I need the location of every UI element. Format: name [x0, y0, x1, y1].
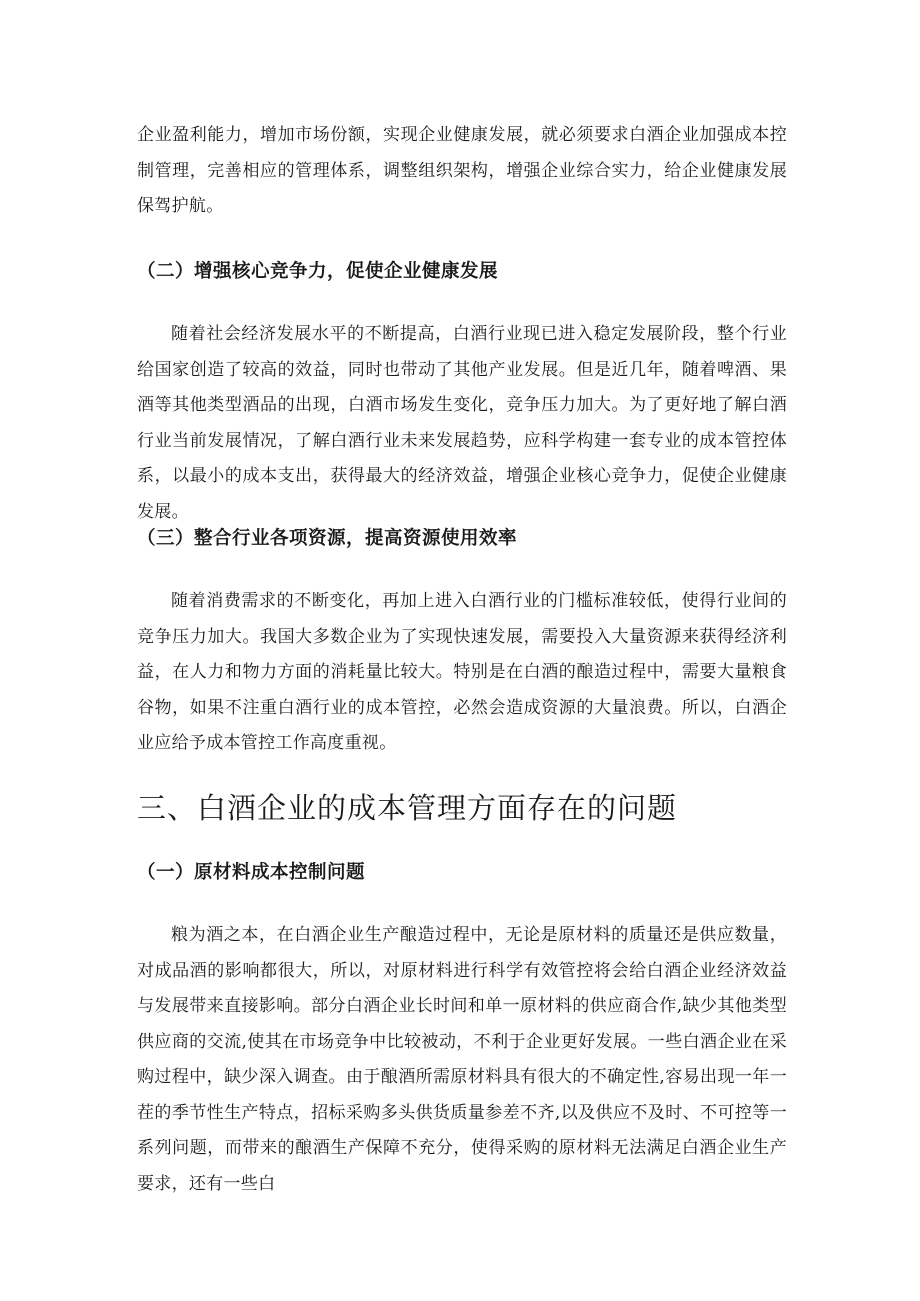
section-heading-core-competitiveness: （二）增强核心竞争力，促使企业健康发展 [137, 261, 499, 282]
paragraph-profitability: 企业盈利能力，增加市场份额，实现企业健康发展，就必须要求白酒企业加强成本控制管理，完善相应的管理体系，调整组织架构，增强企业综合实力，给企业健康发展保驾护航。 [137, 125, 787, 216]
paragraph-resource-integration: 随着消费需求的不断变化，再加上进入白酒行业的门槛标准较低，使得行业间的竞争压力加大。我国大多数企业为了实现快速发展，需要投入大量资源来获得经济利益，在人力和物力方面的消耗量比较大。特别是在白酒的酿造过程中，需要大量粮食谷物，如果不注重白酒行业的成本管控，必然会造成资源的大量浪费。所以，白酒企业应给予成本管控工作高度重视。 [137, 591, 787, 753]
section-heading-resource-integration: （三）整合行业各项资源，提高资源使用效率 [137, 528, 518, 549]
chapter-heading-cost-management-problems: 三、白酒企业的成本管理方面存在的问题 [137, 791, 678, 825]
paragraph-raw-material-cost: 粮为酒之本，在白酒企业生产酿造过程中，无论是原材料的质量还是供应数量，对成品酒的影响都很大，所以，对原材料进行科学有效管控将会给白酒企业经济效益与发展带来直接影响。部分白酒企业长时间和单一原材料的供应商合作,缺少其他类型供应商的交流,使其在市场竞争中比较被动，不利于企业更好发展。一些白酒企业在采购过程中，缺少深入调查。由于酿酒所需原材料具有很大的不确定性,容易出现一年一茬的季节性生产特点，招标采购多头供货质量参差不齐,以及供应不及时、不可控等一系列问题，而带来的酿酒生产保障不充分，使得采购的原材料无法满足白酒企业生产要求，还有一些白 [137, 925, 787, 1194]
paragraph-core-competitiveness: 随着社会经济发展水平的不断提高，白酒行业现已进入稳定发展阶段，整个行业给国家创造了较高的效益，同时也带动了其他产业发展。但是近几年，随着啤酒、果酒等其他类型酒品的出现，白酒市场发生变化，竞争压力加大。为了更好地了解白酒行业当前发展情况，了解白酒行业未来发展趋势，应科学构建一套专业的成本管控体系，以最小的成本支出，获得最大的经济效益，增强企业核心竞争力，促使企业健康发展。 [137, 324, 787, 522]
section-heading-raw-material-cost: （一）原材料成本控制问题 [137, 862, 366, 883]
